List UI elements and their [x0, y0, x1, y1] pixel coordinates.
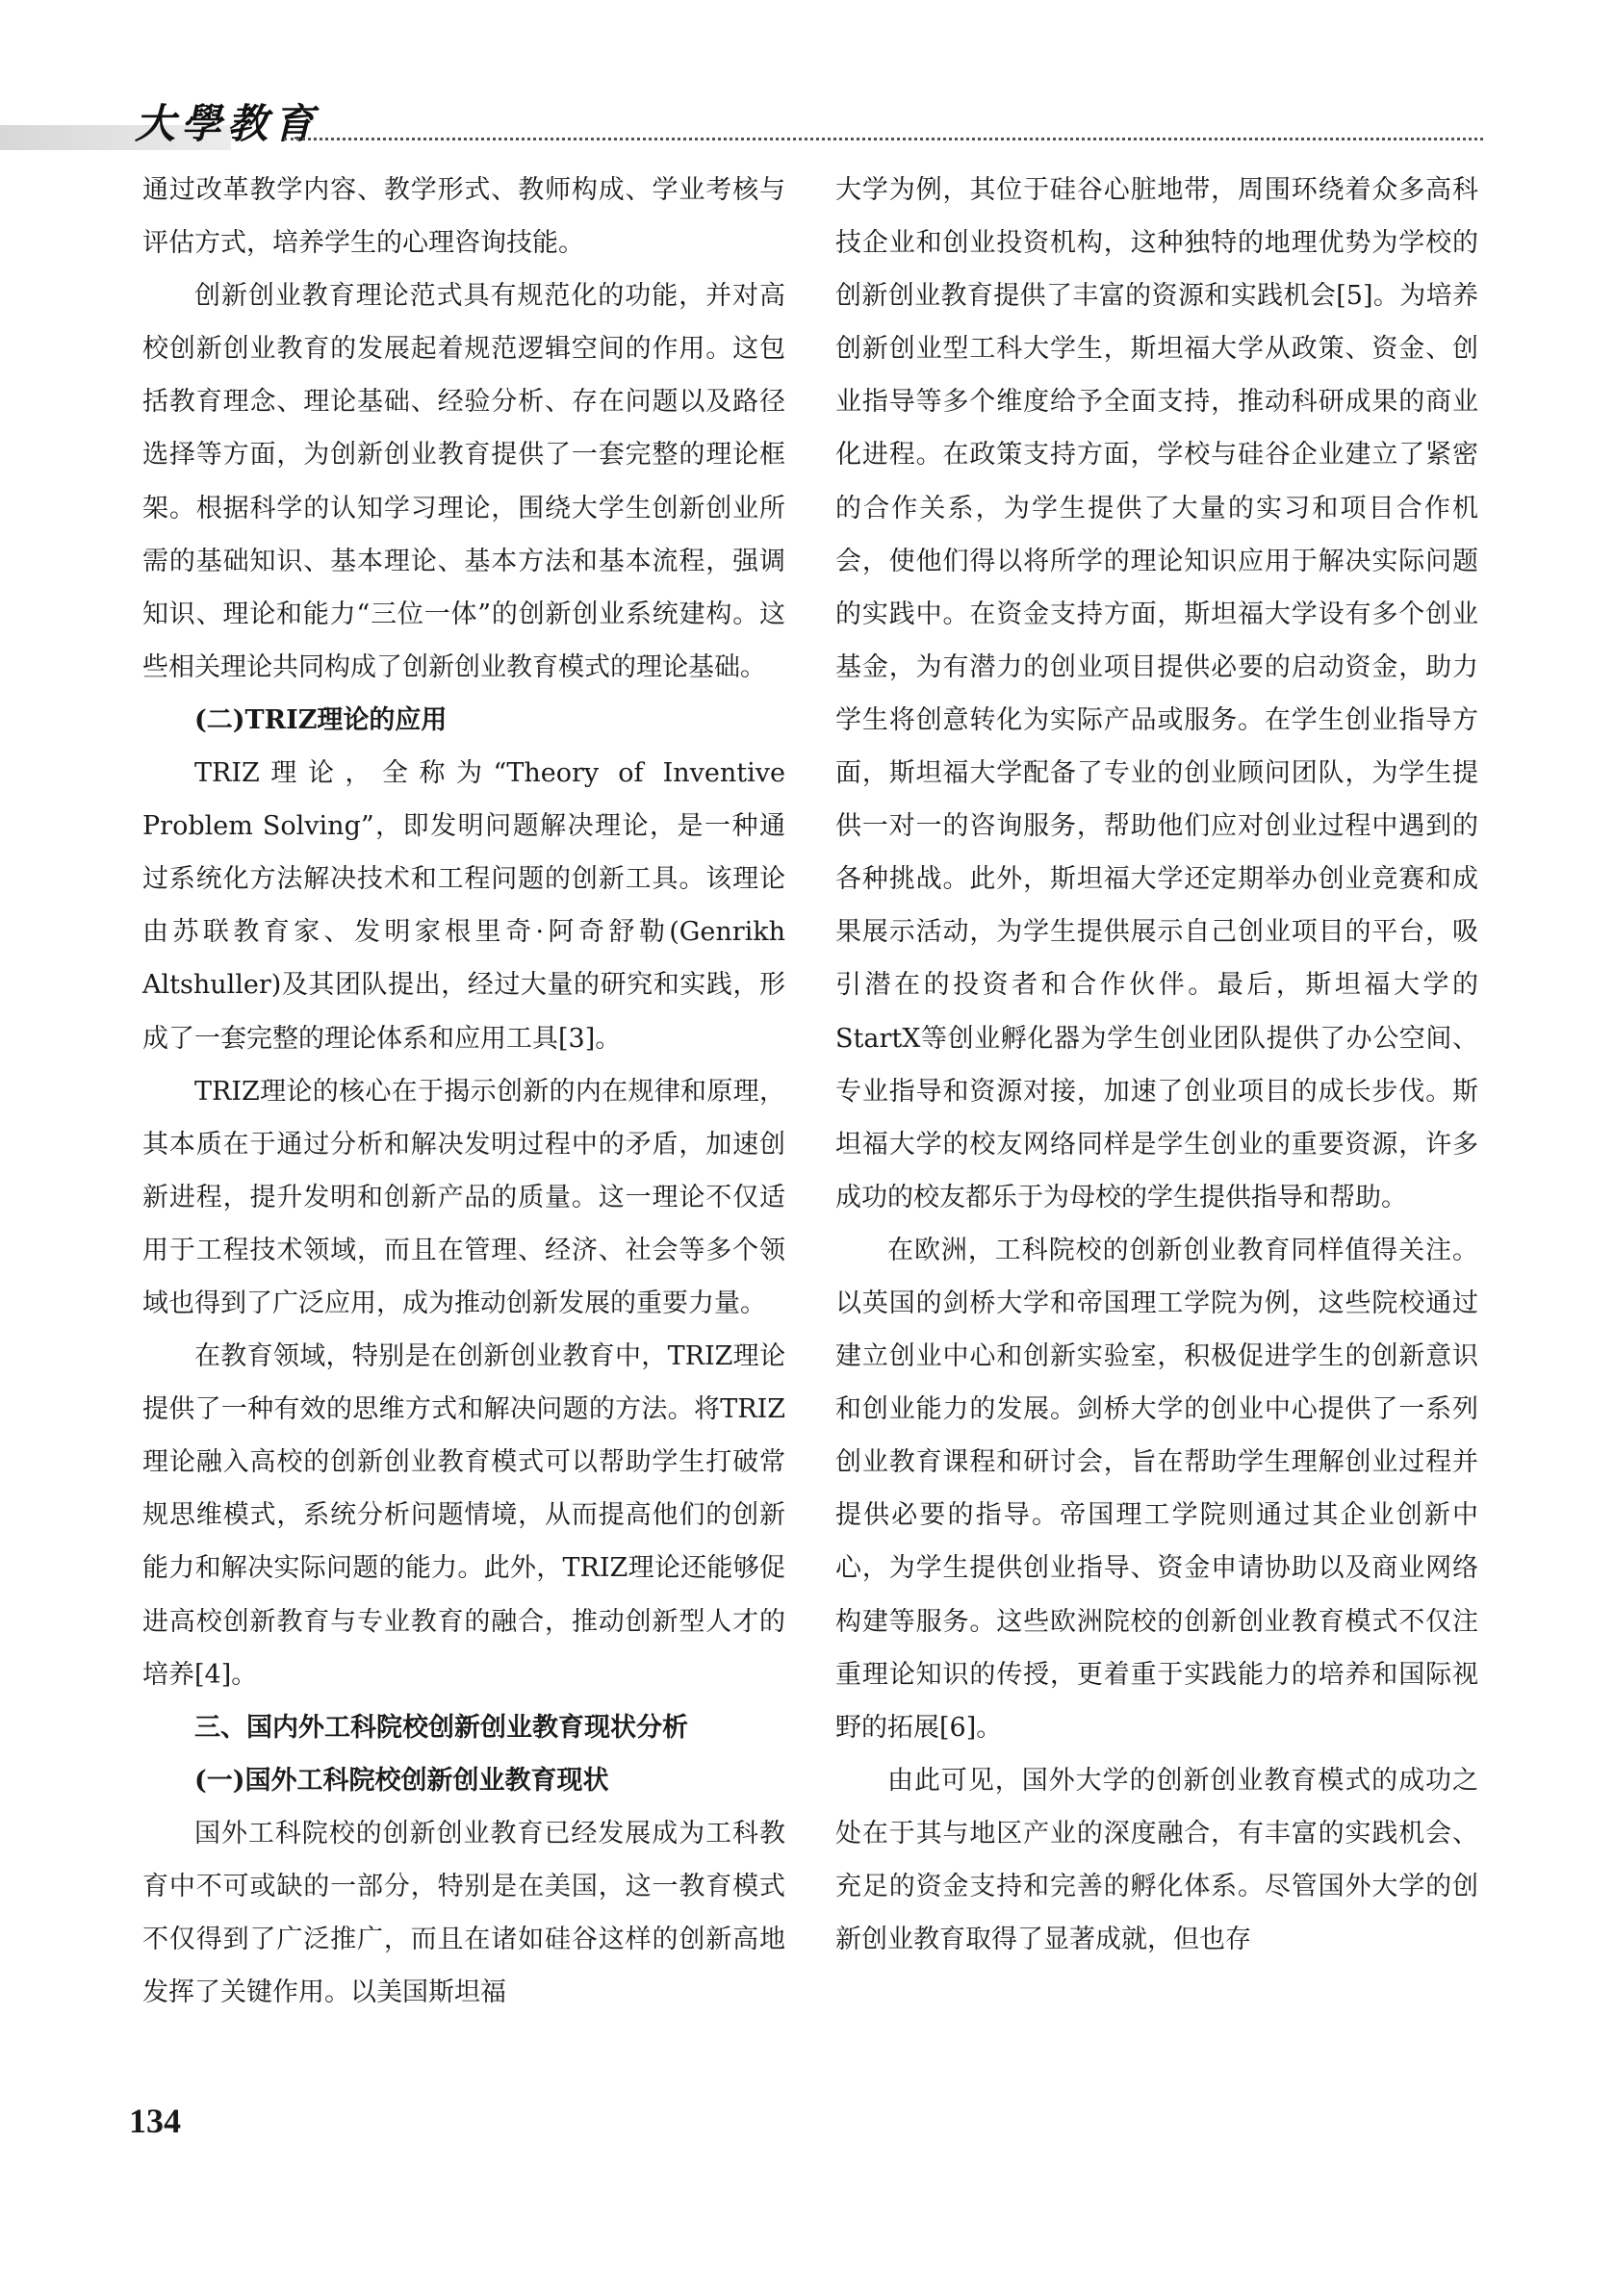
subsection-heading: (二)TRIZ理论的应用 [194, 704, 448, 735]
paragraph: 由此可见，国外大学的创新创业教育模式的成功之处在于其与地区产业的深度融合，有丰富的实践机会、充足的资金支持和完善的孵化体系。尽管国外大学的创新创业教育取得了显著成就，但也存 [835, 1765, 1478, 1955]
paragraph-continued: 通过改革教学内容、教学形式、教师构成、学业考核与评估方式，培养学生的心理咨询技能。 [142, 175, 785, 259]
journal-logo: 大學教育 [135, 100, 320, 147]
right-column [835, 164, 1478, 1966]
header-dotted-rule [284, 138, 1483, 140]
paragraph: TRIZ理论，全称为“Theory of Inventive Problem Solving”，即发明问题解决理论，是一种通过系统化方法解决技术和工程问题的创新工具。该理论由苏联教育家、发明家根里奇·阿奇舒勒(Genrikh Altshuller)及其团队提出，经过大量的研究和实践，形成了一套完整的理论体系和应用工具[3]。 [142, 758, 785, 1054]
paragraph: 在欧洲，工科院校的创新创业教育同样值得关注。以英国的剑桥大学和帝国理工学院为例，这些院校通过建立创业中心和创新实验室，积极促进学生的创新意识和创业能力的发展。剑桥大学的创业中心提供了一系列创业教育课程和研讨会，旨在帮助学生理解创业过程并提供必要的指导。帝国理工学院则通过其企业创新中心，为学生提供创业指导、资金申请协助以及商业网络构建等服务。这些欧洲院校的创新创业教育模式不仅注重理论知识的传授，更着重于实践能力的培养和国际视野的拓展[6]。 [835, 1235, 1478, 1743]
paragraph: TRIZ理论的核心在于揭示创新的内在规律和原理，其本质在于通过分析和解决发明过程中的矛盾，加速创新进程，提升发明和创新产品的质量。这一理论不仅适用于工程技术领域，而且在管理、经济、社会等多个领域也得到了广泛应用，成为推动创新发展的重要力量。 [142, 1076, 785, 1318]
left-column [142, 164, 785, 2019]
page-number: 134 [129, 2102, 181, 2140]
paragraph: 在教育领域，特别是在创新创业教育中，TRIZ理论提供了一种有效的思维方式和解决问题的方法。将TRIZ理论融入高校的创新创业教育模式可以帮助学生打破常规思维模式，系统分析问题情境，从而提高他们的创新能力和解决实际问题的能力。此外，TRIZ理论还能够促进高校创新教育与专业教育的融合，推动创新型人才的培养[4]。 [142, 1341, 785, 1690]
subsection-heading: (一)国外工科院校创新创业教育现状 [194, 1765, 609, 1796]
paragraph: 创新创业教育理论范式具有规范化的功能，并对高校创新创业教育的发展起着规范逻辑空间的作用。这包括教育理念、理论基础、经验分析、存在问题以及路径选择等方面，为创新创业教育提供了一套完整的理论框架。根据科学的认知学习理论，围绕大学生创新创业所需的基础知识、基本理论、基本方法和基本流程，强调知识、理论和能力“三位一体”的创新创业系统建构。这些相关理论共同构成了创新创业教育模式的理论基础。 [142, 281, 785, 682]
paragraph: 国外工科院校的创新创业教育已经发展成为工科教育中不可或缺的一部分，特别是在美国，这一教育模式不仅得到了广泛推广，而且在诸如硅谷这样的创新高地发挥了关键作用。以美国斯坦福 [142, 1818, 785, 2008]
section-heading: 三、国内外工科院校创新创业教育现状分析 [194, 1712, 688, 1743]
paragraph-continued: 大学为例，其位于硅谷心脏地带，周围环绕着众多高科技企业和创业投资机构，这种独特的地理优势为学校的创新创业教育提供了丰富的资源和实践机会[5]。为培养创新创业型工科大学生，斯坦福大学从政策、资金、创业指导等多个维度给予全面支持，推动科研成果的商业化进程。在政策支持方面，学校与硅谷企业建立了紧密的合作关系，为学生提供了大量的实习和项目合作机会，使他们得以将所学的理论知识应用于解决实际问题的实践中。在资金支持方面，斯坦福大学设有多个创业基金，为有潜力的创业项目提供必要的启动资金，助力学生将创意转化为实际产品或服务。在学生创业指导方面，斯坦福大学配备了专业的创业顾问团队，为学生提供一对一的咨询服务，帮助他们应对创业过程中遇到的各种挑战。此外，斯坦福大学还定期举办创业竞赛和成果展示活动，为学生提供展示自己创业项目的平台，吸引潜在的投资者和合作伙伴。最后，斯坦福大学的StartX等创业孵化器为学生创业团队提供了办公空间、专业指导和资源对接，加速了创业项目的成长步伐。斯坦福大学的校友网络同样是学生创业的重要资源，许多成功的校友都乐于为母校的学生提供指导和帮助。 [835, 175, 1478, 1212]
